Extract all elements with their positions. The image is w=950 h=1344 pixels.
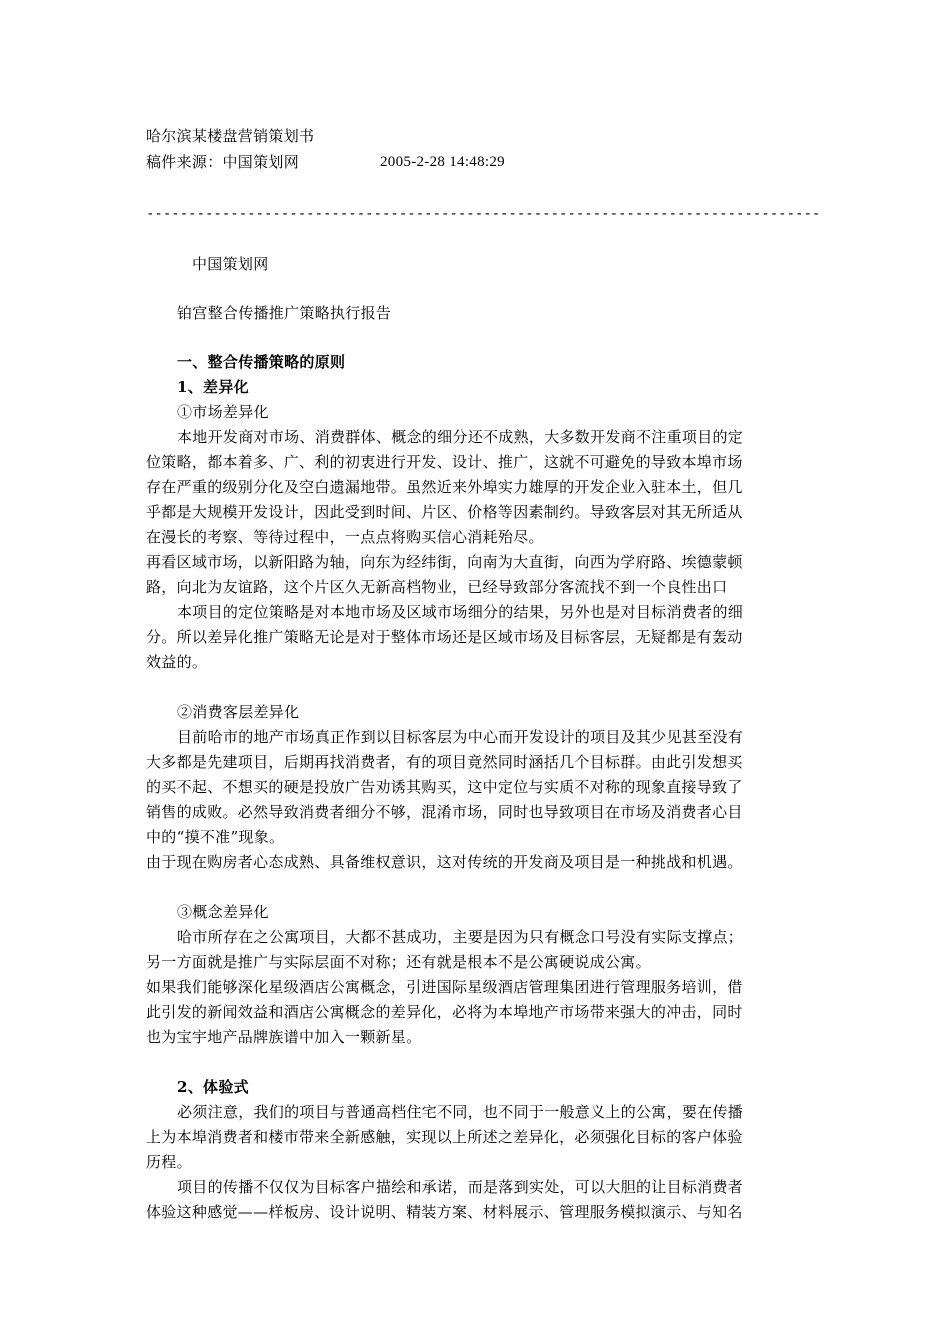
body-line: 项目的传播不仅仅为目标客户描绘和承诺，而是落到实处，可以大胆的让目标消费者 xyxy=(177,1178,744,1196)
body-line: 本地开发商对市场、消费群体、概念的细分还不成熟，大多数开发商不注重项目的定 xyxy=(177,428,744,446)
body-line: 乎都是大规模开发设计，因此受到时间、片区、价格等因素制约。导致客层对其无所适从 xyxy=(146,503,743,521)
item-heading-consumer: ②消费客层差异化 xyxy=(177,703,300,721)
body-line: 由于现在购房者心态成熟、具备维权意识，这对传统的开发商及项目是一种挑战和机遇。 xyxy=(146,853,743,871)
body-line: 历程。 xyxy=(146,1153,192,1171)
body-line: 本项目的定位策略是对本地市场及区域市场细分的结果，另外也是对目标消费者的细 xyxy=(177,603,744,621)
body-line: 效益的。 xyxy=(146,653,208,671)
body-line: 路，向北为友谊路，这个片区久无新高档物业，已经导致部分客流找不到一个良性出口 xyxy=(146,578,728,596)
body-line: 哈市所存在之公寓项目，大都不甚成功，主要是因为只有概念口号没有实际支撑点； xyxy=(177,928,744,946)
body-line: 如果我们能够深化星级酒店公寓概念，引进国际星级酒店管理集团进行管理服务培训，借 xyxy=(146,978,743,996)
body-line: 必须注意，我们的项目与普通高档住宅不同，也不同于一般意义上的公寓，要在传播 xyxy=(177,1103,744,1121)
publish-datetime: 2005-2-28 14:48:29 xyxy=(380,154,505,170)
subsection-heading-differentiation: 1、差异化 xyxy=(177,378,249,396)
section-heading-1: 一、整合传播策略的原则 xyxy=(177,353,346,371)
body-line: 再看区域市场，以新阳路为轴，向东为经纬街，向南为大直街，向西为学府路、埃德蒙顿 xyxy=(146,553,743,571)
body-line: 体验这种感觉——样板房、设计说明、精装方案、材料展示、管理服务模拟演示、与知名 xyxy=(146,1203,743,1221)
document-title: 哈尔滨某楼盘营销策划书 xyxy=(146,127,315,145)
body-line: 上为本埠消费者和楼市带来全新感触，实现以上所述之差异化，必须强化目标的客户体验 xyxy=(146,1128,743,1146)
site-name: 中国策划网 xyxy=(192,255,269,273)
separator-line: -------------------------------------------------------------------------------- xyxy=(146,206,821,222)
body-line: 存在严重的级别分化及空白遗漏地带。虽然近来外埠实力雄厚的开发企业入驻本土，但几 xyxy=(146,478,743,496)
body-line: 销售的成败。必然导致消费者细分不够，混淆市场，同时也导致项目在市场及消费者心目 xyxy=(146,803,743,821)
body-line: 中的“摸不准”现象。 xyxy=(146,828,285,846)
body-line: 另一方面就是推广与实际层面不对称；还有就是根本不是公寓硬说成公寓。 xyxy=(146,953,651,971)
item-heading-market: ①市场差异化 xyxy=(177,403,269,421)
subsection-heading-experience: 2、体验式 xyxy=(177,1078,249,1096)
body-line: 在漫长的考察、等待过程中，一点点将购买信心消耗殆尽。 xyxy=(146,528,544,546)
body-line: 的买不起、不想买的硬是投放广告劝诱其购买，这中定位与实质不对称的现象直接导致了 xyxy=(146,778,743,796)
body-line: 此引发的新闻效益和酒店公寓概念的差异化，必将为本埠地产市场带来强大的冲击，同时 xyxy=(146,1003,743,1021)
body-line: 也为宝宇地产品牌族谱中加入一颗新星。 xyxy=(146,1028,422,1046)
report-title: 铂宫整合传播推广策略执行报告 xyxy=(177,304,392,322)
body-line: 位策略，都本着多、广、利的初衷进行开发、设计、推广，这就不可避免的导致本埠市场 xyxy=(146,453,743,471)
body-line: 分。所以差异化推广策略无论是对于整体市场还是区域市场及目标客层，无疑都是有轰动 xyxy=(146,628,743,646)
source-label: 稿件来源：中国策划网 xyxy=(146,153,300,171)
item-heading-concept: ③概念差异化 xyxy=(177,903,269,921)
body-line: 目前哈市的地产市场真正作到以目标客层为中心而开发设计的项目及其少见甚至没有 xyxy=(177,728,744,746)
body-line: 大多都是先建项目，后期再找消费者，有的项目竟然同时涵括几个目标群。由此引发想买 xyxy=(146,753,743,771)
